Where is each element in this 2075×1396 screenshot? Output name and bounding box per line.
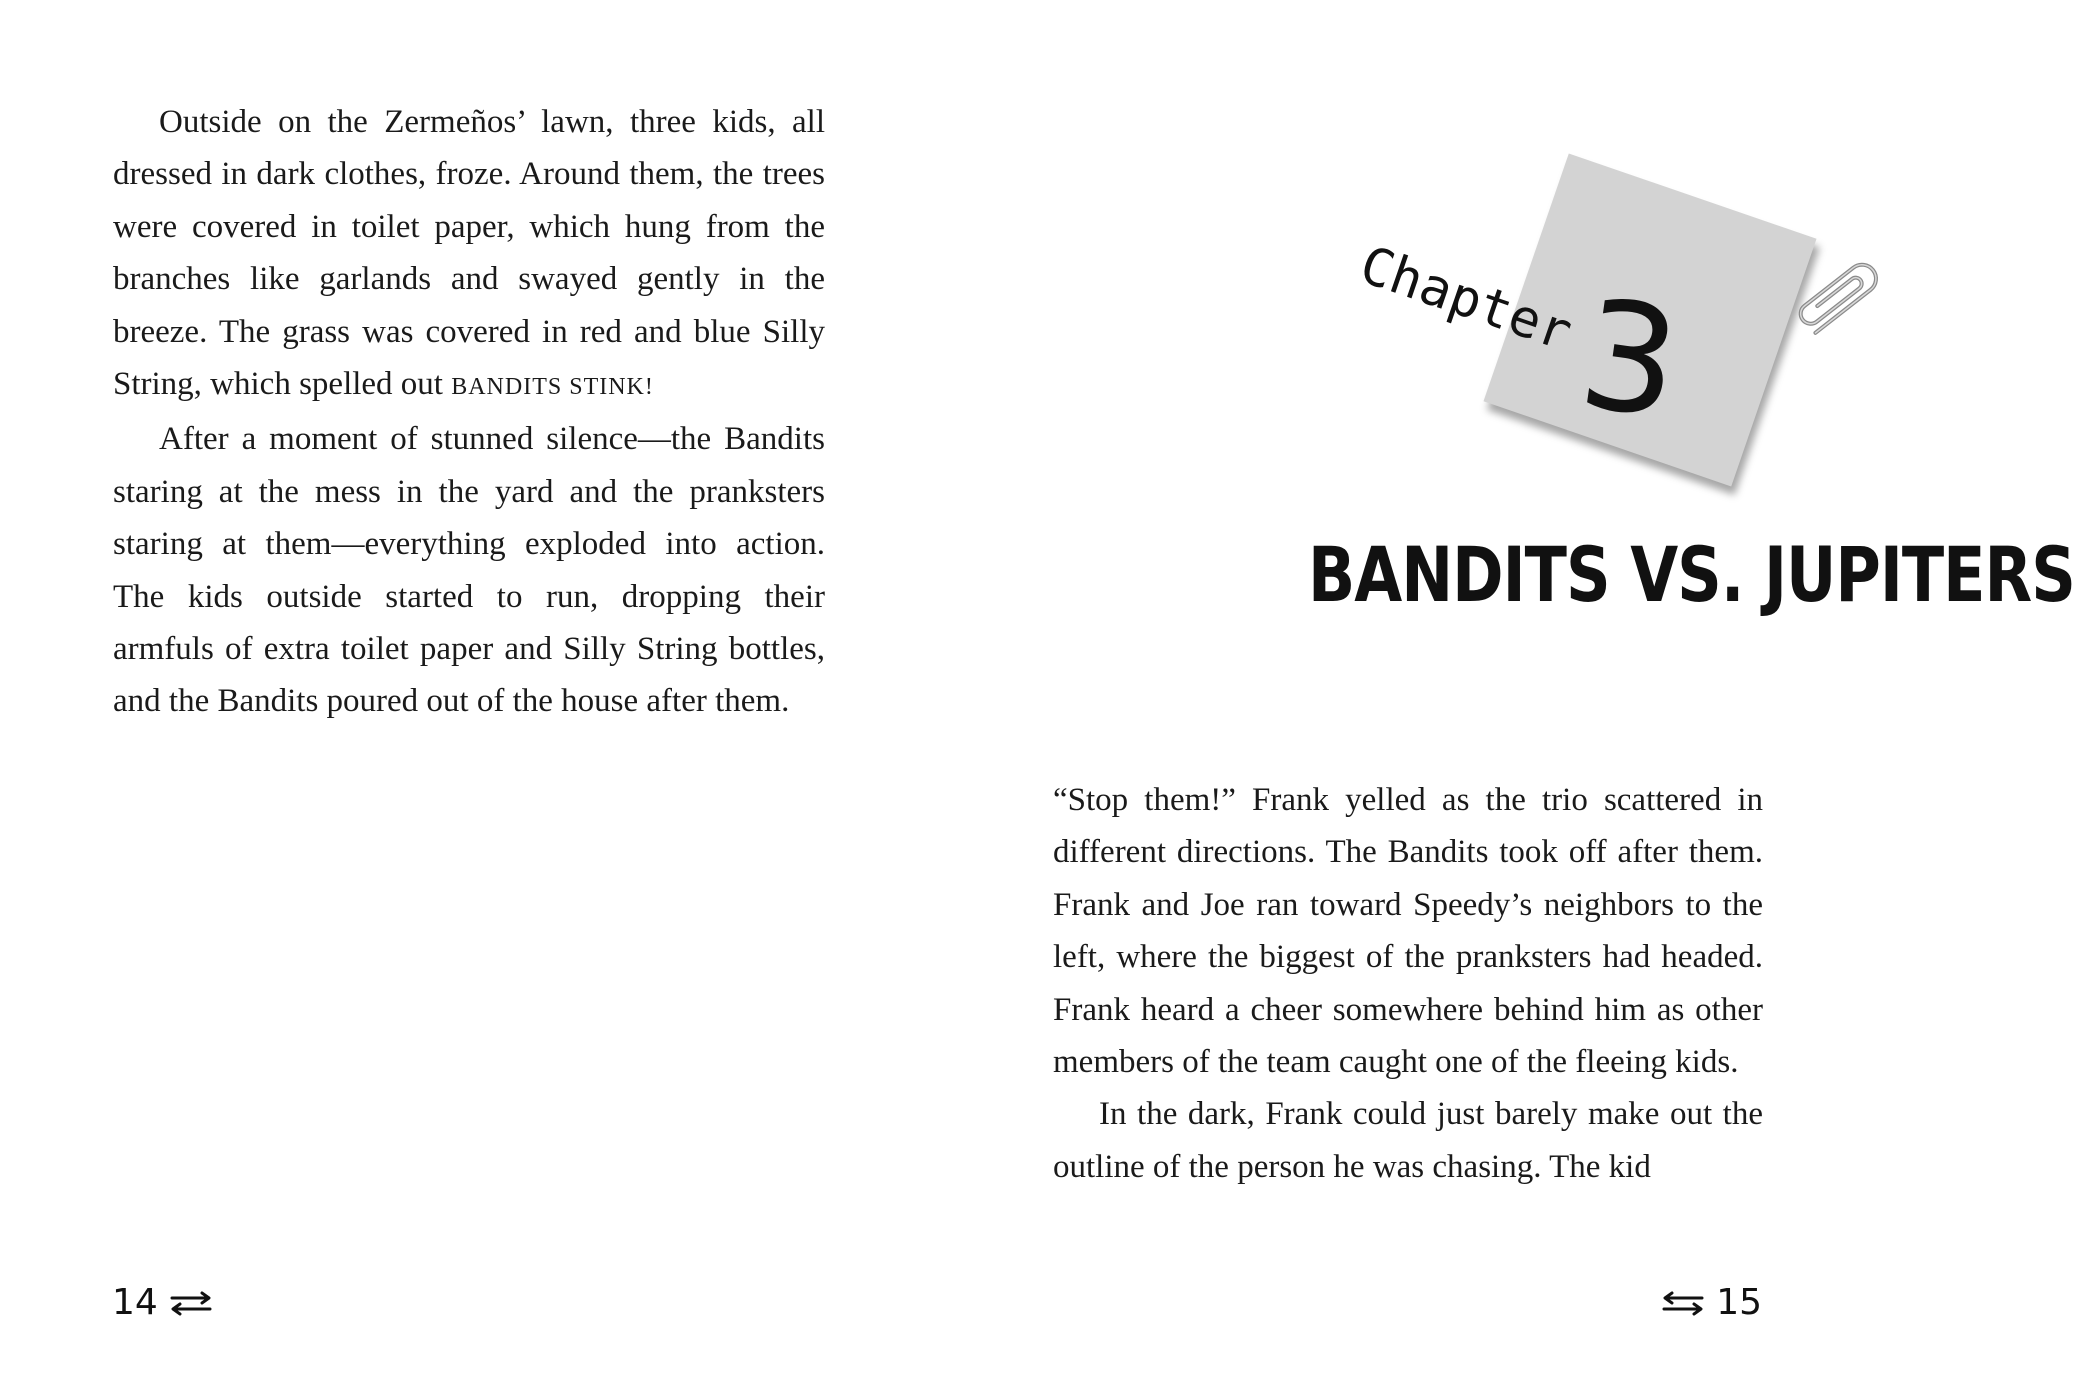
- right-page-text: [1053, 774, 1763, 1193]
- small-caps-text: BANDITS STINK!: [451, 374, 654, 401]
- right-page: [938, 0, 2075, 1396]
- page-number-right: [1660, 1282, 1762, 1323]
- chapter-number: 3: [1570, 267, 1690, 453]
- paragraph: In the dark, Frank could just barely make out the outline of the person he was chasing. The kid: [1053, 1096, 1763, 1185]
- paragraph: “Stop them!” Frank yelled as the trio scattered in different directions. The Bandits took off after them. Frank and Joe ran toward Speedy’s neighbors to the left, where the biggest of the pranksters had headed. Frank heard a cheer somewhere behind him as other members of the team caught one of the fleeing kids.: [1053, 782, 1763, 1081]
- paragraph-text: Outside on the Zermeños’ lawn, three kids, all dressed in dark clothes, froze. Around them, the trees were covered in toilet paper, which hung from the branches like garlands and swayed gently in the breeze. The grass was covered in red and blue Silly String, which spelled out: [113, 104, 825, 403]
- chapter-label: Chapter: [1352, 235, 1580, 364]
- chapter-title: BANDITS VS. JUPITERS: [1308, 530, 2075, 620]
- paragraph: After a moment of stunned silence—the Bandits staring at the mess in the yard and the pranksters staring at them—everything exploded into action. The kids outside started to run, dropping their armfuls of extra toilet paper and Silly String bottles, and the Bandits poured out of the house after them.: [113, 421, 825, 720]
- paperclip-icon: [1778, 240, 1898, 360]
- page-number: 15: [1716, 1282, 1762, 1323]
- left-page-text: [113, 96, 825, 728]
- double-arrow-icon: [168, 1289, 214, 1317]
- page-number: 14: [112, 1282, 158, 1323]
- double-arrow-icon: [1660, 1289, 1706, 1317]
- paragraph: [113, 96, 825, 413]
- page-number-left: [112, 1282, 214, 1323]
- left-page: [0, 0, 938, 1396]
